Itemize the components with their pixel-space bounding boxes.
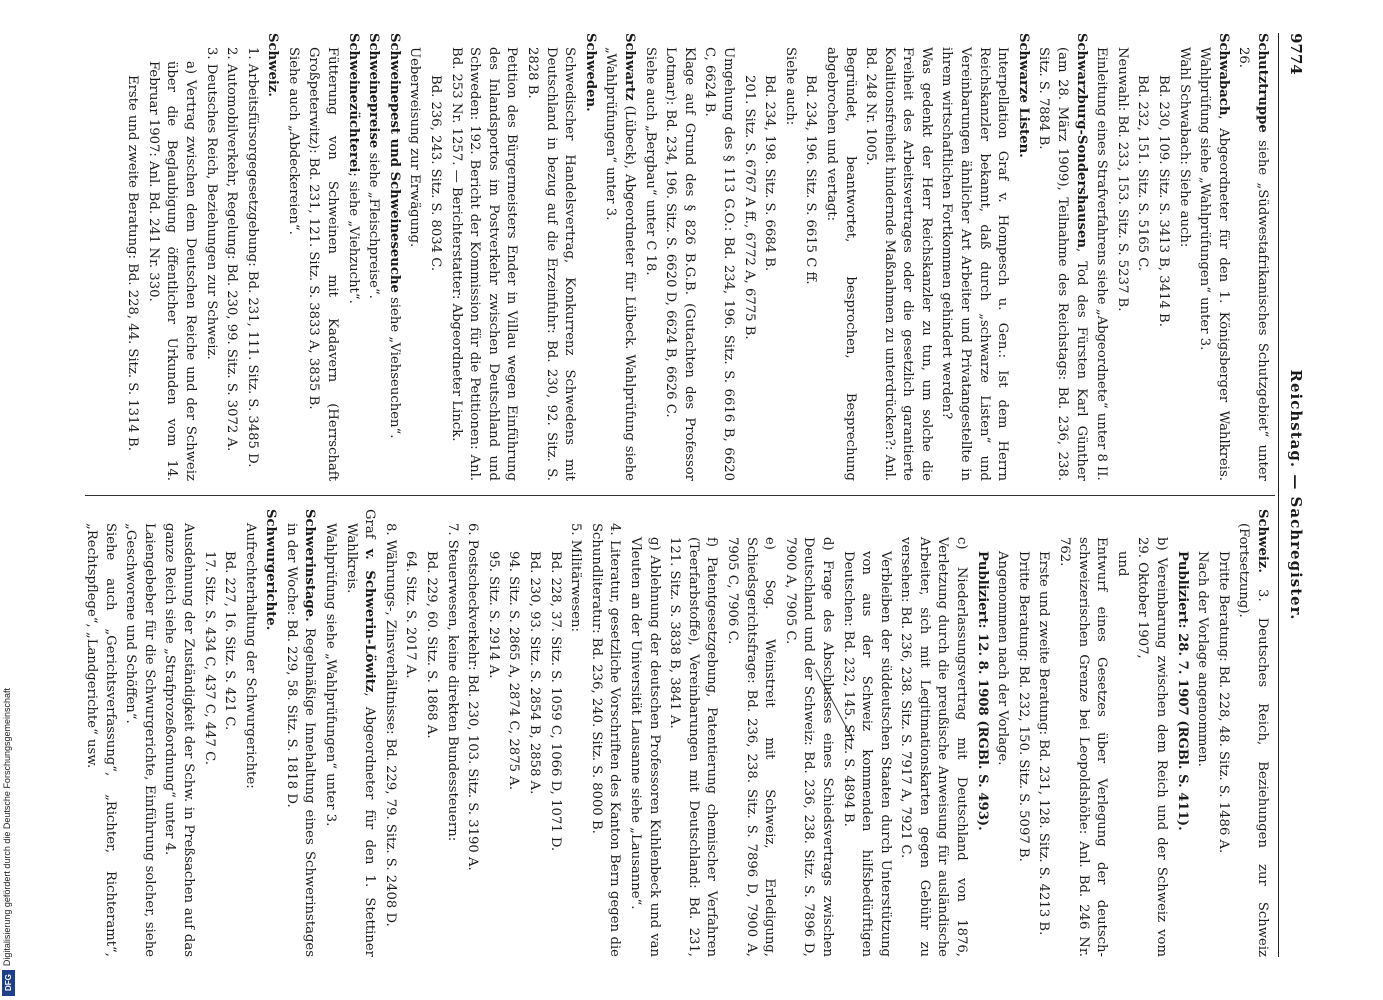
right-entry: Publiziert: 12. 8. 1908 (RGBl. S. 493). — [974, 551, 990, 831]
running-header — [1281, 33, 1305, 957]
left-entry: Schwartz (Lübeck), Abgeordneter für Lübeck. Wahlprüfung siehe „Wahlprüfungen“ unter 3. — [603, 33, 637, 481]
right-entry: Dritte Beratung: Bd. 232, 150. Sitz. S. 5097 B. — [1015, 551, 1031, 862]
left-entry: Bd. 232, 151. Sitz. S. 5165 C. — [1135, 75, 1151, 272]
left-entry: Bd. 234, 198. Sitz. S. 6684 B. — [762, 75, 778, 272]
left-entry: Was gedenkt der Herr Reichskanzler zu tun, um solche die Freiheit des Arbeitsvertrages oder die gesetzlich garantierte Koalitionsfreiheit hindernde Maßnahmen zu unterdrücken?: Anl. Bd. 248 Nr. 1005. — [863, 47, 934, 481]
right-entry: Bd. 228, 37. Sitz. S. 1059 C, 1066 D, 1071 D. — [547, 551, 563, 852]
left-entry: Wahl Schwabach: Siehe auch: — [1176, 47, 1192, 248]
left-entry: Bd. 230, 109. Sitz. S. 3413 B, 3414 B. — [1156, 75, 1172, 327]
right-entry: Laiengebeber für die Schwurgerichte, Einführung solcher, siehe „Geschworene und Schöffen“. — [123, 523, 157, 957]
right-entry: Dritte Beratung: Bd. 228, 48. Sitz. S. 1486 A. — [1215, 551, 1231, 854]
left-entry: Schutztruppe siehe „Südwestafrikanisches Schutzgebiet“ unter 26. — [1236, 33, 1270, 481]
left-entry: Fütterung von Schweinen mit Kadavern (Herrschaft Großpeterwitz): Bd. 231, 121. Sitz. S. 3833 A, 3835 B. — [306, 47, 341, 481]
right-entry: und — [1114, 551, 1130, 577]
left-entry: 2. Automobilverkehr, Regelung: Bd. 230, 99. Sitz. S. 3072 A. — [224, 47, 240, 452]
right-entry: Verbleiben der süddeutschen Staaten durch Unterstützung von aus der Schweiz kommenden hilfsbedürftigen Deutschen: Bd. 232, 145. Sitz. S. 4894 B. — [840, 551, 893, 957]
right-entry: c) Niederlassungsvertrag mit Deutschland von 1876, Verletzung durch die preußische Anweisung für ausländische Arbeiter, sich mit Legitimationskarten gegen Gebühr zu versehen: Bd. 236, 238. Sitz. S. 7917 A, 7921 C. — [898, 537, 970, 957]
left-entry: Schwarze Listen. — [1015, 33, 1031, 158]
left-entry: Siehe auch: — [782, 47, 798, 126]
right-entry: Schwerinstage. Regelmäßige Innehaltung eines Schwerinstages in der Woche: Bd. 229, 58. Sitz. S. 1818 D. — [283, 509, 318, 957]
left-entry: 201. Sitz. S. 6767 A ff., 6772 A, 6775 B. — [741, 75, 757, 340]
left-entry: Schweiz. — [265, 33, 281, 97]
right-entry: 4. Literatur, gesetzliche Vorschriften des Kanton Bern gegen die Schundliteratur: Bd. 236, 240. Sitz. S. 8000 B. — [588, 523, 623, 957]
left-entry: Schweinepest und Schweineseuche siehe „Viehseuchen“. — [386, 33, 402, 439]
right-entry: d) Frage des Abschlusses eines Schiedsvertrags zwischen Deutschland und der Schweiz: Bd. 236, 238. Sitz. S. 7896 D, 7900 A, 7905 C. — [782, 537, 835, 957]
header-rule — [1278, 33, 1279, 957]
dfg-logo: DFG — [2, 970, 15, 996]
left-entry: Begründet, beantwortet, besprochen, Besprechung abgebrochen und vertagt: — [823, 47, 858, 481]
left-entry: Erste und zweite Beratung: Bd. 228, 44. Sitz. S. 1314 B. — [125, 75, 141, 451]
credit-text: Digitalisierung gefördert durch die Deutsche Forschungsgemeinschaft — [2, 687, 12, 966]
right-entry: Aufrechterhaltung der Schwurgerichte: — [242, 523, 258, 789]
left-entry: Einleitung eines Strafverfahrens siehe „Abgeordnete“ unter 8 II. — [1094, 47, 1110, 481]
right-entry: Nach der Vorlage angenommen. — [1195, 551, 1211, 767]
right-entry: g) Ablehnung der deutschen Professoren Kuhlenbeck und van Vleuten an der Universität Lausanne siehe „Lausanne“. — [628, 537, 662, 957]
left-entry: Siehe auch „Abdeckereien“. — [285, 47, 301, 235]
right-entry: Ausdehnung der Zuständigkeit der Schw. in Preßsachen auf das ganze Reich siehe „Strafprozeßordnung“ unter 4. — [162, 523, 196, 957]
right-entry: Bd. 227, 16. Sitz. S. 421 C. — [222, 551, 238, 731]
left-entry: Siehe auch „Bergbau“ unter C 18. — [642, 47, 658, 276]
column-divider — [85, 495, 1275, 496]
left-entry: Petition des Bürgermeisters Ender in Villau wegen Einführung des Inlandsportos im Postverkehr zwischen Deutschland und Schweden: 192. Bericht der Kommission für die Petitionen: Anl. Bd. 253 Nr. 1257. — Berichterstatter: Abgeordneter Linck. — [448, 47, 520, 481]
left-entry: 1. Arbeitsfürsorgegesetzgebung: Bd. 231, 111. Sitz. S. 3485 D. — [244, 47, 260, 468]
right-entry: e) Sog. Weinstreit mit Schweiz, Erledigung, Schiedsgerichtsfrage: Bd. 236, 238. Sitz. S. 7896 D, 7900 A, 7905 C, 7906 C. — [724, 537, 778, 957]
right-entry: Bd. 229, 60. Sitz. S. 1868 A. — [424, 551, 440, 739]
left-entry: Interpellation Graf v. Hompesch u. Gen.: Ist dem Herrn Reichskanzler bekannt, daß durch „schwarze Listen“ und Vereinbarungen ähnlicher Art Arbeiter und Privatangestellte in ihrem wirtschaftlichen Fortkommen gehindert werden? — [939, 47, 1011, 481]
right-entry: 8. Währungs-, Zinsverhältnisse: Bd. 229, 79. Sitz. S. 2408 D. — [382, 523, 398, 927]
right-entry: 5. Militärwesen: — [568, 523, 584, 632]
right-column — [79, 509, 1271, 957]
left-entry: Schweden. — [582, 33, 598, 112]
right-entry: Erste und zweite Beratung: Bd. 231, 128. Sitz. S. 4213 B. — [1036, 551, 1052, 936]
left-entry: Neuwahl: Bd. 233, 153. Sitz. S. 5237 B. — [1114, 47, 1130, 312]
right-entry: Siehe auch „Gerichtsverfassung“, „Richter, Richteramt“, „Rechtspflege“, „Landgerichte“ usw. — [83, 523, 118, 957]
page-number: 9774 — [1287, 33, 1305, 75]
left-entry: Schweinezüchterei; siehe „Viehzucht“. — [345, 33, 361, 304]
right-entry: Angenommen nach der Vorlage. — [995, 551, 1011, 766]
left-entry: Bd. 234, 196. Sitz. S. 6615 C ff. — [803, 75, 819, 285]
right-entry: Wahlprüfung siehe „Wahlprüfungen“ unter 3. — [323, 523, 339, 827]
digitization-credit — [0, 600, 18, 1000]
right-entry: Schweiz. 3. Deutsches Reich, Beziehungen zur Schweiz (Fortsetzung). — [1236, 509, 1270, 957]
left-entry: Schweinepreise siehe „Fleischpreise“. — [366, 33, 382, 299]
right-entry: Schwurgerichte. — [263, 509, 279, 631]
right-entry: 95. Sitz. S. 2914 A. — [485, 551, 501, 679]
left-entry: a) Vertrag zwischen dem Deutschen Reiche und der Schweiz über die Beglaubigung öffentlicher Urkunden vom 14. Februar 1907: Anl. Bd. 241 Nr. 330. — [145, 61, 198, 481]
right-entry: Entwurf eines Gesetzes über Verlegung der deutsch-schweizerischen Grenze bei Leopoldshöhe: Anl. Bd. 246 Nr. 762. — [1057, 537, 1110, 957]
left-entry: 3. Deutsches Reich, Beziehungen zur Schweiz. — [203, 47, 219, 360]
right-entry: 6. Postscheckverkehr: Bd. 230, 103. Sitz. S. 3190 A. — [465, 523, 481, 871]
right-entry: 7. Steuerwesen, keine direkten Bundessteuern: — [444, 523, 460, 842]
left-entry: Umgehung des § 113 G.O.: Bd. 234, 196. Sitz. S. 6616 B, 6620 C, 6624 B. — [702, 47, 736, 481]
right-entry: Graf v. Schwerin-Löwitz, Abgeordneter für den 1. Stettiner Wahlkreis. — [343, 509, 378, 957]
index-page — [75, 25, 1305, 965]
left-column — [121, 33, 1271, 481]
right-entry: 94. Sitz. S. 2865 A, 2874 C, 2875 A. — [506, 551, 522, 790]
left-entry: Schwabach, Abgeordneter für den 1. Königsberger Wahlkreis. Wahlprüfung siehe „Wahlprüfungen“ unter 3. — [1197, 33, 1231, 481]
left-entry: Schwedischer Handelsvertrag, Konkurrenz Schwedens mit Deutschland in bezug auf die Erzeinfuhr: Bd. 230, 92. Sitz. S. 2828 B. — [525, 47, 578, 481]
right-entry: Publiziert: 28. 7. 1907 (RGBl. S. 411). — [1174, 551, 1190, 831]
left-entry: Bd. 236, 243. Sitz. S. 8034 C. — [428, 75, 444, 272]
right-entry: 64. Sitz. S. 2017 A. — [403, 551, 419, 679]
left-entry: Schwarzburg-Sondershausen, Tod des Fürsten Karl Günther (am 28. März 1909), Teilnahme des Reichstags: Bd. 236, 238. Sitz. S. 7884 B. — [1036, 33, 1089, 481]
right-entry: b) Vereinbarung zwischen dem Reich und der Schweiz vom 29. Oktober 1907, — [1135, 537, 1170, 957]
left-entry: Ueberweisung zur Erwägung. — [407, 47, 423, 248]
left-entry: Klage auf Grund des § 826 B.G.B. (Gutachten des Professor Lotmar): Bd. 234, 196. Sitz. S. 6620 D, 6624 B, 6626 C. — [663, 47, 697, 481]
running-title: Reichstag. — Sachregister. — [1287, 369, 1305, 621]
right-entry: Bd. 230, 93. Sitz. S. 2854 B, 2858 A. — [527, 551, 543, 795]
right-entry: 17. Sitz. S. 434 C, 437 C, 447 C. — [201, 551, 217, 765]
right-entry: f) Patentgesetzgebung, Patentierung chemischer Verfahren (Teerfarbstoffe), Vereinbarungen mit Deutschland: Bd. 231, 121. Sitz. S. 3838 B, 3841 A. — [667, 537, 720, 957]
